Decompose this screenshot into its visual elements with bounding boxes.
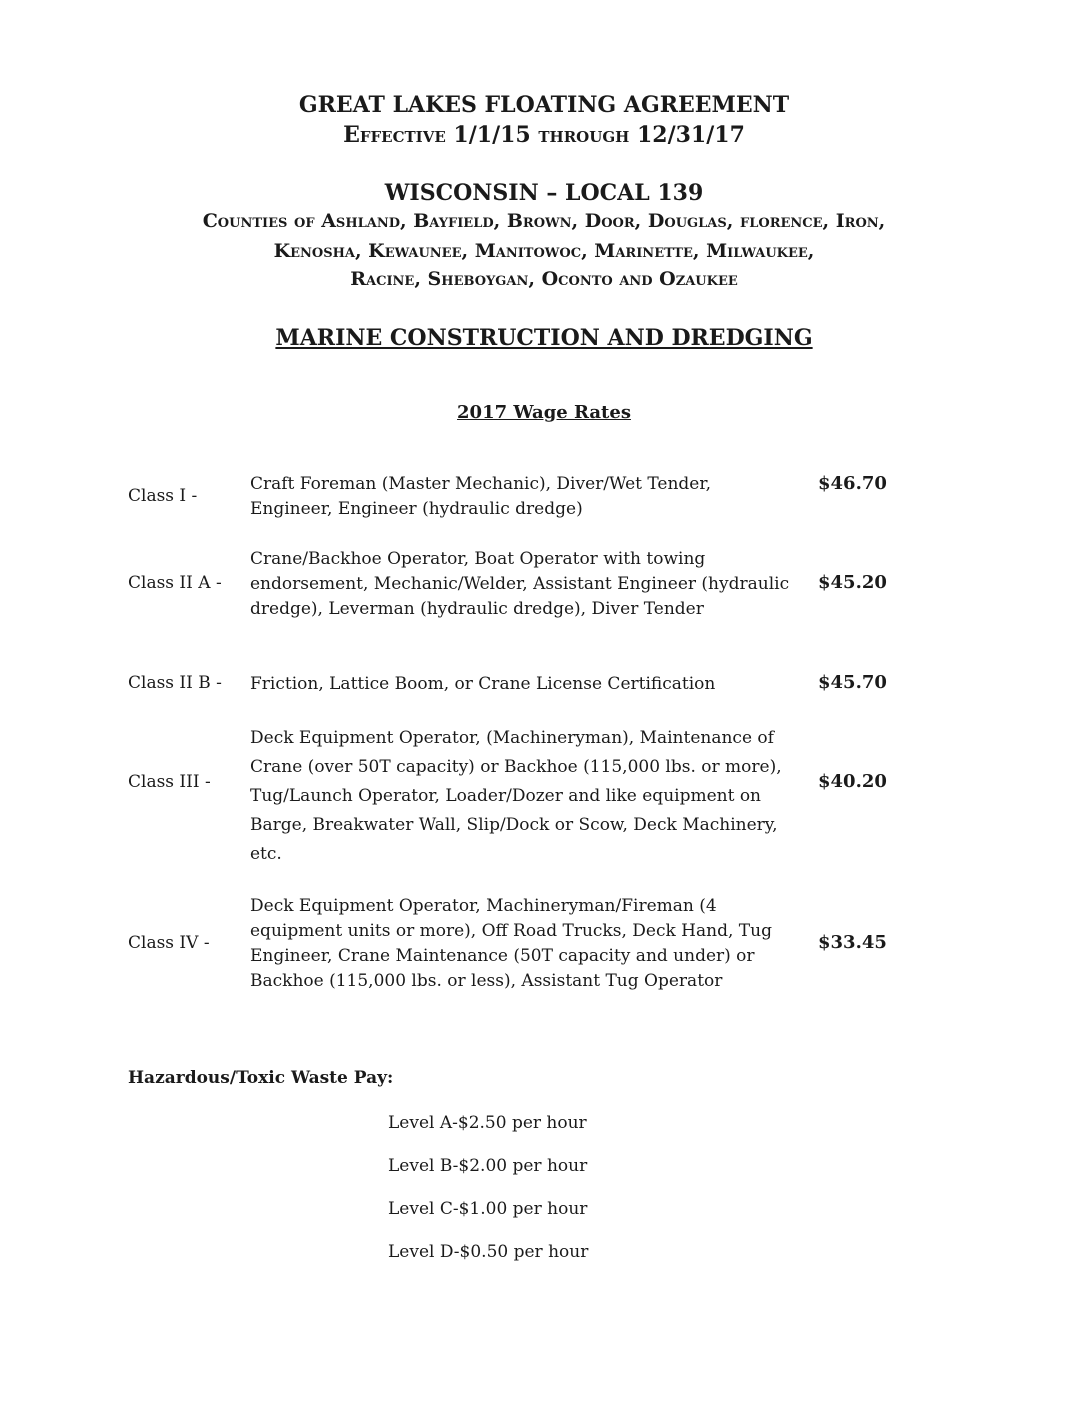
counties-line-2: Kenosha, Kewaunee, Manitowoc, Marinette, Milwaukee, <box>273 240 815 262</box>
wage-rates-heading: 2017 Wage Rates <box>457 402 631 423</box>
class-description: Crane/Backhoe Operator, Boat Operator with towing endorsement, Mechanic/Welder, Assistant Engineer (hydraulic dredge), Leverman (hydraulic dredge), Diver Tender <box>250 549 790 619</box>
counties-line-1: Counties of Ashland, Bayfield, Brown, Door, Douglas, florence, Iron, <box>202 210 886 232</box>
class-rate: $40.20 <box>818 771 887 792</box>
hazard-pay-heading: Hazardous/Toxic Waste Pay: <box>128 1068 394 1088</box>
class-description: Deck Equipment Operator, (Machineryman), Maintenance of Crane (over 50T capacity) or Backhoe (115,000 lbs. or more), Tug/Launch Operator, Loader/Dozer and like equipment on Barge, Breakwater Wall, Slip/Dock or Scow, Deck Machinery, etc. <box>250 728 782 864</box>
class-description: Craft Foreman (Master Mechanic), Diver/Wet Tender, Engineer, Engineer (hydraulic dredge) <box>250 474 712 519</box>
class-label: Class II A - <box>128 573 222 593</box>
class-description: Friction, Lattice Boom, or Crane License Certification <box>250 674 716 694</box>
hazard-level: Level D-$0.50 per hour <box>388 1242 589 1262</box>
class-rate: $45.70 <box>818 672 887 693</box>
hazard-level: Level C-$1.00 per hour <box>388 1199 588 1219</box>
class-rate: $46.70 <box>818 473 887 494</box>
class-label: Class IV - <box>128 933 210 953</box>
section-title: MARINE CONSTRUCTION AND DREDGING <box>275 325 813 351</box>
class-label: Class II B - <box>128 673 222 693</box>
class-rate: $33.45 <box>818 932 887 953</box>
hazard-level: Level A-$2.50 per hour <box>388 1113 587 1133</box>
class-rate: $45.20 <box>818 572 887 593</box>
local-heading: WISCONSIN – LOCAL 139 <box>384 180 704 206</box>
class-label: Class III - <box>128 772 211 792</box>
hazard-level: Level B-$2.00 per hour <box>388 1156 588 1176</box>
effective-dates: Effective 1/1/15 through 12/31/17 <box>343 122 745 148</box>
class-description: Deck Equipment Operator, Machineryman/Fireman (4 equipment units or more), Off Road Trucks, Deck Hand, Tug Engineer, Crane Maintenance (50T capacity and under) or Backhoe (115,000 lbs. or less), Assistant Tug Operator <box>250 896 772 991</box>
class-label: Class I - <box>128 486 198 506</box>
counties-line-3: Racine, Sheboygan, Oconto and Ozaukee <box>350 268 738 290</box>
agreement-title: GREAT LAKES FLOATING AGREEMENT <box>298 92 790 118</box>
